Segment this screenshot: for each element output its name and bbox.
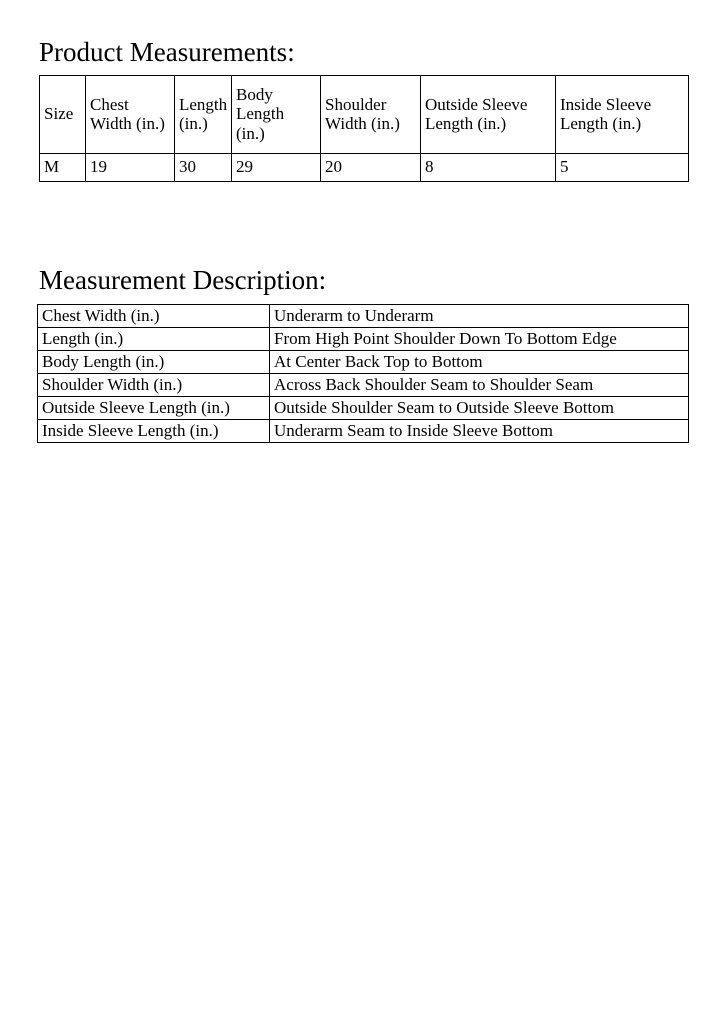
cell-definition: Underarm Seam to Inside Sleeve Bottom: [270, 420, 689, 443]
cell-definition: From High Point Shoulder Down To Bottom Edge: [270, 328, 689, 351]
product-measurements-table: [39, 75, 689, 182]
cell-size: M: [40, 154, 86, 182]
cell-shoulder-width: 20: [321, 154, 421, 182]
column-header-size: Size: [40, 76, 86, 154]
cell-term: Chest Width (in.): [38, 305, 270, 328]
cell-term: Outside Sleeve Length (in.): [38, 397, 270, 420]
cell-term: Body Length (in.): [38, 351, 270, 374]
table-header-row: [40, 76, 689, 154]
cell-body-length: 29: [232, 154, 321, 182]
table-row: [38, 397, 689, 420]
column-header-length: Length (in.): [175, 76, 232, 154]
cell-inside-sleeve-length: 5: [556, 154, 689, 182]
table-row: [38, 305, 689, 328]
cell-definition: Underarm to Underarm: [270, 305, 689, 328]
column-header-shoulder-width: Shoulder Width (in.): [321, 76, 421, 154]
cell-outside-sleeve-length: 8: [421, 154, 556, 182]
table-row: [38, 328, 689, 351]
column-header-chest-width: Chest Width (in.): [86, 76, 175, 154]
cell-definition: Across Back Shoulder Seam to Shoulder Seam: [270, 374, 689, 397]
table-row: [38, 374, 689, 397]
product-measurements-heading: Product Measurements:: [39, 37, 295, 67]
column-header-body-length: Body Length (in.): [232, 76, 321, 154]
cell-term: Shoulder Width (in.): [38, 374, 270, 397]
table-row: [38, 420, 689, 443]
column-header-inside-sleeve-length: Inside Sleeve Length (in.): [556, 76, 689, 154]
measurement-description-table: [37, 304, 689, 443]
table-row: [38, 351, 689, 374]
cell-length: 30: [175, 154, 232, 182]
cell-chest-width: 19: [86, 154, 175, 182]
cell-definition: At Center Back Top to Bottom: [270, 351, 689, 374]
cell-term: Inside Sleeve Length (in.): [38, 420, 270, 443]
table-row: [40, 154, 689, 182]
cell-term: Length (in.): [38, 328, 270, 351]
cell-definition: Outside Shoulder Seam to Outside Sleeve Bottom: [270, 397, 689, 420]
column-header-outside-sleeve-length: Outside Sleeve Length (in.): [421, 76, 556, 154]
measurement-description-heading: Measurement Description:: [39, 265, 327, 295]
